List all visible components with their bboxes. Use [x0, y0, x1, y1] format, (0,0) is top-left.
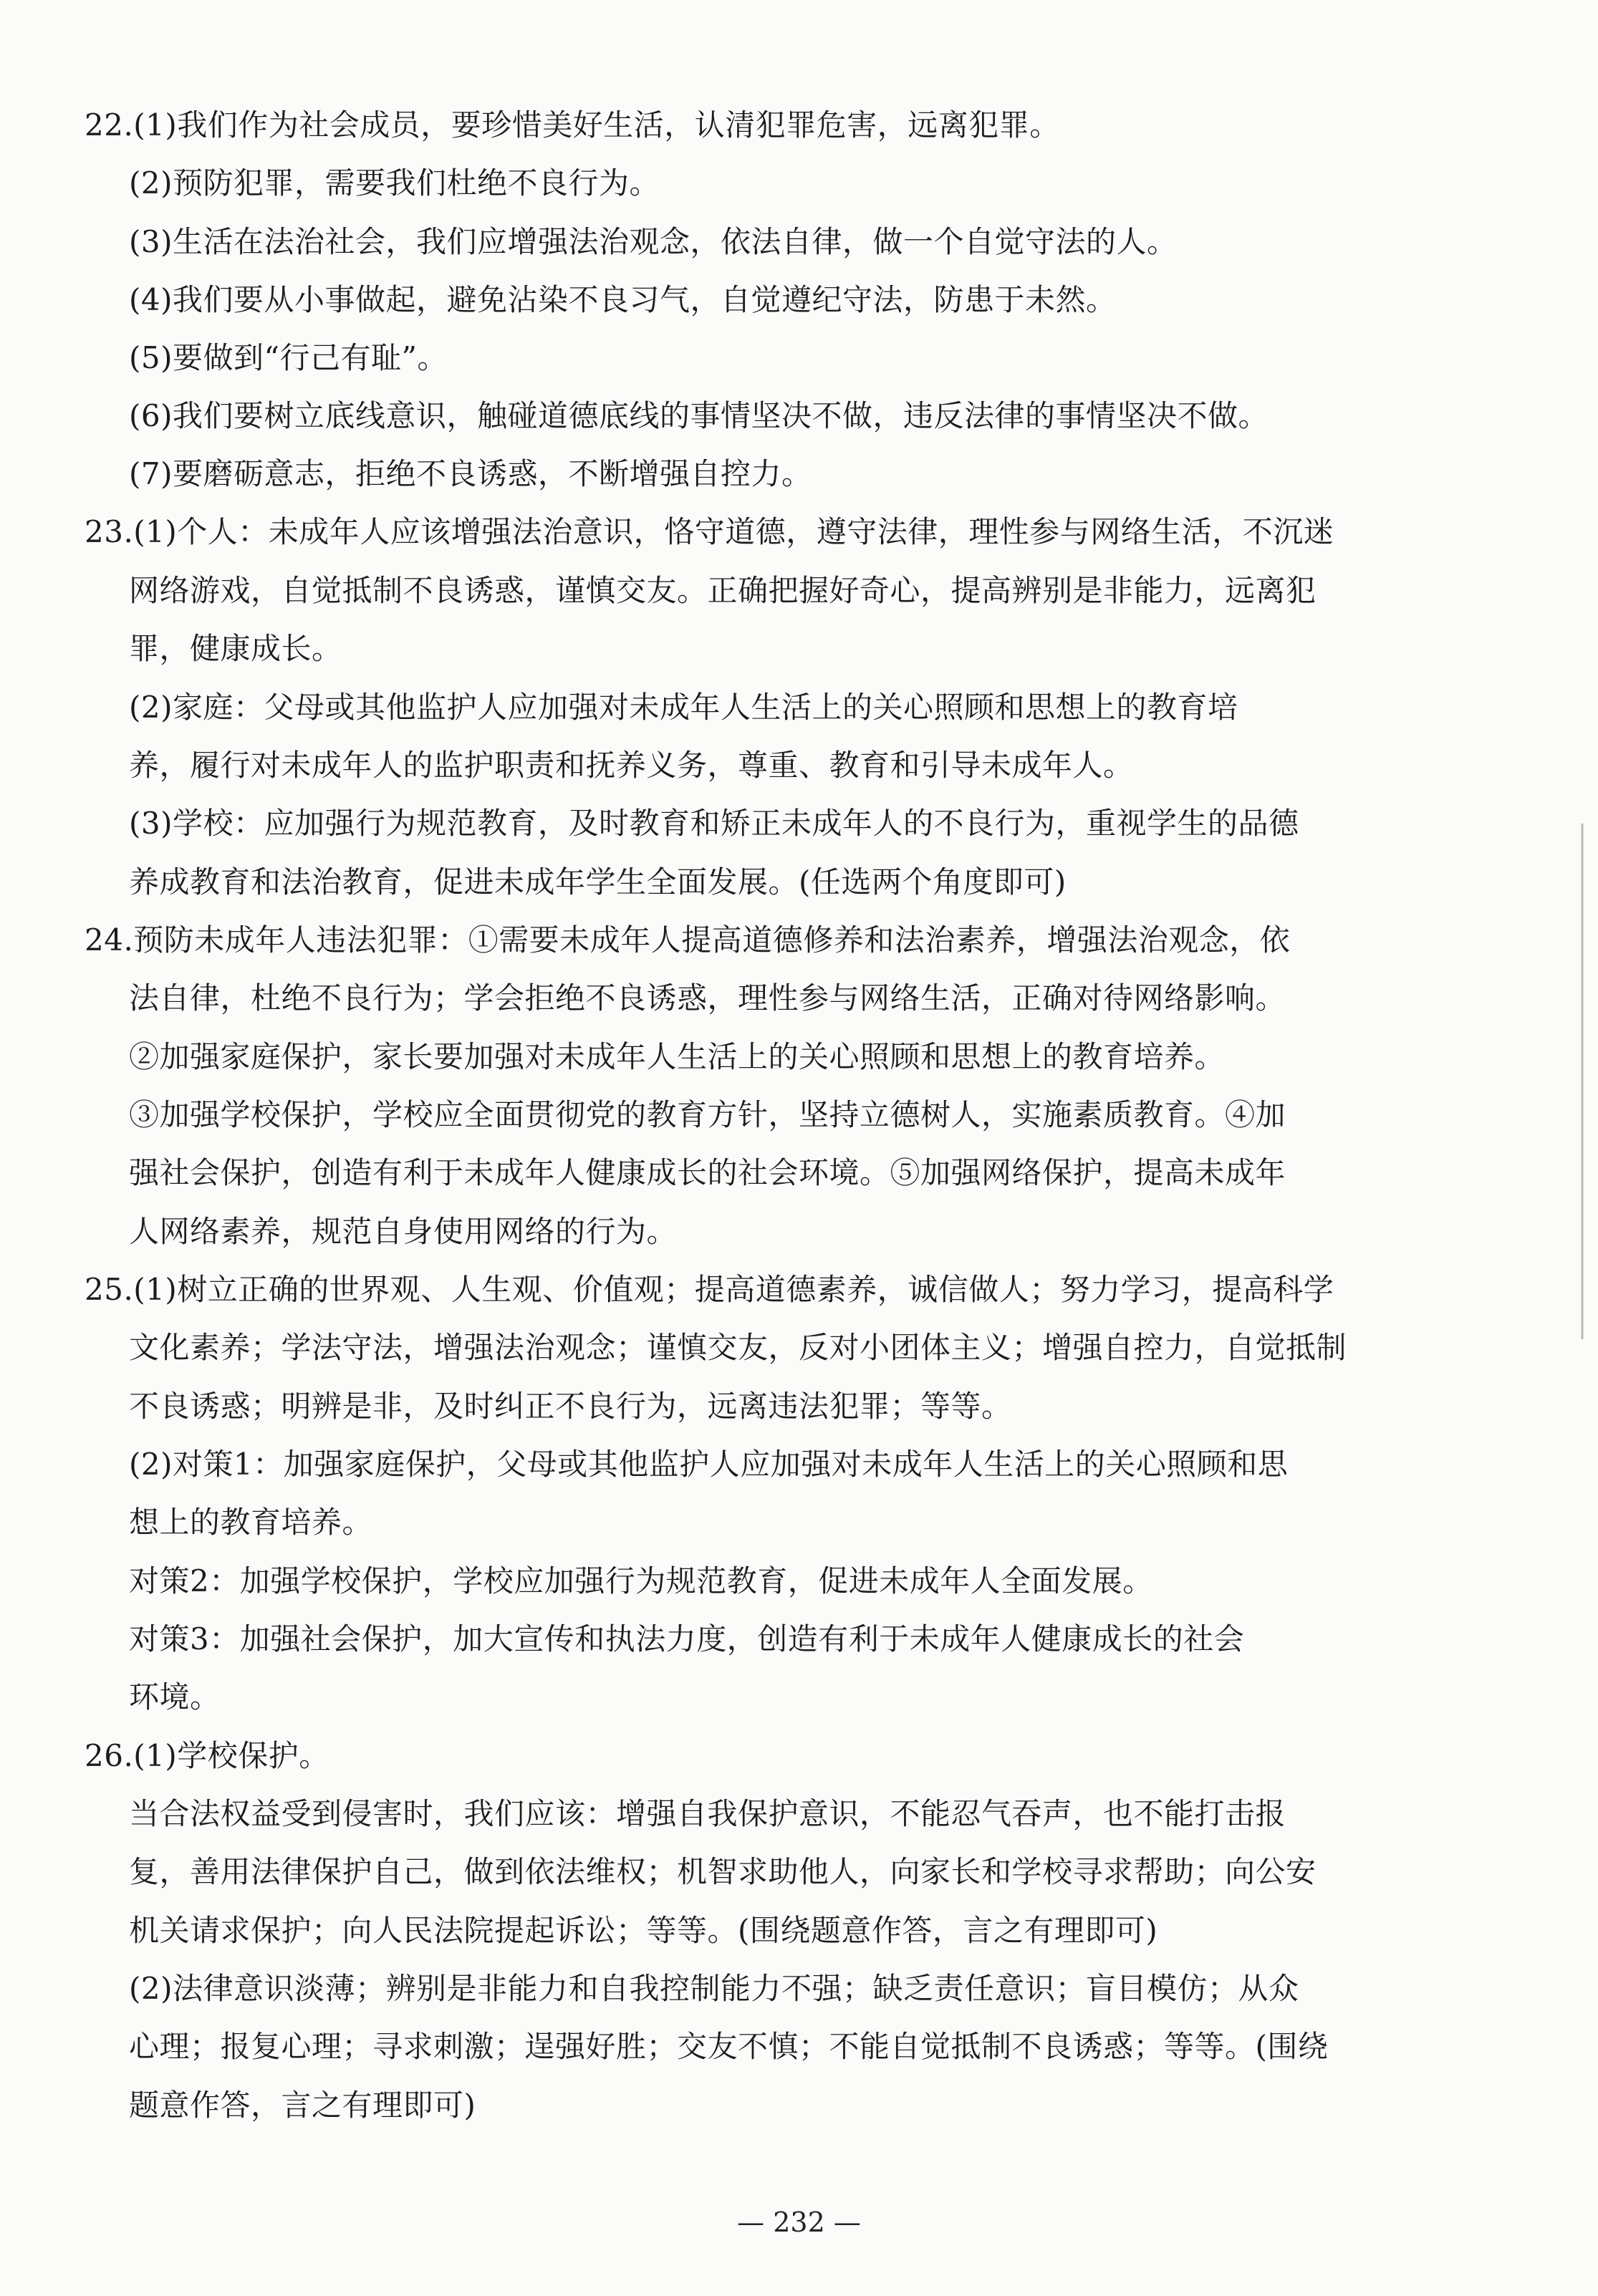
text-line: 环境。	[129, 1679, 221, 1714]
scan-edge-shadow	[1581, 824, 1584, 1339]
text-line: (2)法律意识淡薄；辨别是非能力和自我控制能力不强；缺乏责任意识；盲目模仿；从众	[129, 1971, 1299, 2006]
text-line: (2)家庭：父母或其他监护人应加强对未成年人生活上的关心照顾和思想上的教育培	[129, 690, 1238, 725]
text-line: 强社会保护，创造有利于未成年人健康成长的社会环境。⑤加强网络保护，提高未成年	[129, 1155, 1286, 1190]
text-line: (2)对策1：加强家庭保护，父母或其他监护人应加强对未成年人生活上的关心照顾和思	[129, 1447, 1289, 1482]
text-line: 24.预防未成年人违法犯罪：①需要未成年人提高道德修养和法治素养，增强法治观念，依	[85, 922, 1291, 958]
text-line: 26.(1)学校保护。	[85, 1738, 329, 1773]
text-line: 想上的教育培养。	[129, 1505, 373, 1540]
text-line: 22.(1)我们作为社会成员，要珍惜美好生活，认清犯罪危害，远离犯罪。	[85, 107, 1060, 143]
text-line: 心理；报复心理；寻求刺激；逞强好胜；交友不慎；不能自觉抵制不良诱惑；等等。(围绕	[129, 2029, 1329, 2064]
text-line: 罪，健康成长。	[129, 631, 342, 666]
text-line: 养成教育和法治教育，促进未成年学生全面发展。(任选两个角度即可)	[129, 864, 1067, 899]
text-line: 养，履行对未成年人的监护职责和抚养义务，尊重、教育和引导未成年人。	[129, 748, 1134, 783]
text-line: 不良诱惑；明辨是非，及时纠正不良行为，远离违法犯罪；等等。	[129, 1389, 1012, 1424]
text-line: ②加强家庭保护，家长要加强对未成年人生活上的关心照顾和思想上的教育培养。	[129, 1039, 1226, 1074]
text-line: (7)要磨砺意志，拒绝不良诱惑，不断增强自控力。	[129, 456, 812, 491]
text-line: 法自律，杜绝不良行为；学会拒绝不良诱惑，理性参与网络生活，正确对待网络影响。	[129, 980, 1286, 1016]
text-line: 人网络素养，规范自身使用网络的行为。	[129, 1214, 678, 1249]
text-line: (6)我们要树立底线意识，触碰道德底线的事情坚决不做，违反法律的事情坚决不做。	[129, 398, 1269, 433]
text-line: 机关请求保护；向人民法院提起诉讼；等等。(围绕题意作答，言之有理即可)	[129, 1913, 1158, 1948]
text-line: (2)预防犯罪，需要我们杜绝不良行为。	[129, 165, 660, 201]
text-line: (5)要做到“行己有耻”。	[129, 340, 448, 375]
text-line: 23.(1)个人：未成年人应该增强法治意识，恪守道德，遵守法律，理性参与网络生活，不沉迷	[85, 514, 1334, 549]
text-line: 复，善用法律保护自己，做到依法维权；机智求助他人，向家长和学校寻求帮助；向公安	[129, 1854, 1317, 1889]
text-line: (4)我们要从小事做起，避免沾染不良习气，自觉遵纪守法，防患于未然。	[129, 282, 1117, 317]
text-line: 25.(1)树立正确的世界观、人生观、价值观；提高道德素养，诚信做人；努力学习，提高科学	[85, 1272, 1334, 1307]
text-line: (3)生活在法治社会，我们应增强法治观念，依法自律，做一个自觉守法的人。	[129, 224, 1178, 259]
text-line: ③加强学校保护，学校应全面贯彻党的教育方针，坚持立德树人，实施素质教育。④加	[129, 1097, 1286, 1132]
text-line: 网络游戏，自觉抵制不良诱惑，谨慎交友。正确把握好奇心，提高辨别是非能力，远离犯	[129, 573, 1317, 608]
text-line: 当合法权益受到侵害时，我们应该：增强自我保护意识，不能忍气吞声，也不能打击报	[129, 1796, 1286, 1831]
page-number: — 232 —	[737, 2206, 861, 2238]
text-line: (3)学校：应加强行为规范教育，及时教育和矫正未成年人的不良行为，重视学生的品德	[129, 806, 1299, 841]
text-line: 题意作答，言之有理即可)	[129, 2088, 476, 2123]
text-line: 对策2：加强学校保护，学校应加强行为规范教育，促进未成年人全面发展。	[129, 1563, 1153, 1598]
text-line: 文化素养；学法守法，增强法治观念；谨慎交友，反对小团体主义；增强自控力，自觉抵制	[129, 1330, 1347, 1365]
text-line: 对策3：加强社会保护，加大宣传和执法力度，创造有利于未成年人健康成长的社会	[129, 1621, 1245, 1656]
